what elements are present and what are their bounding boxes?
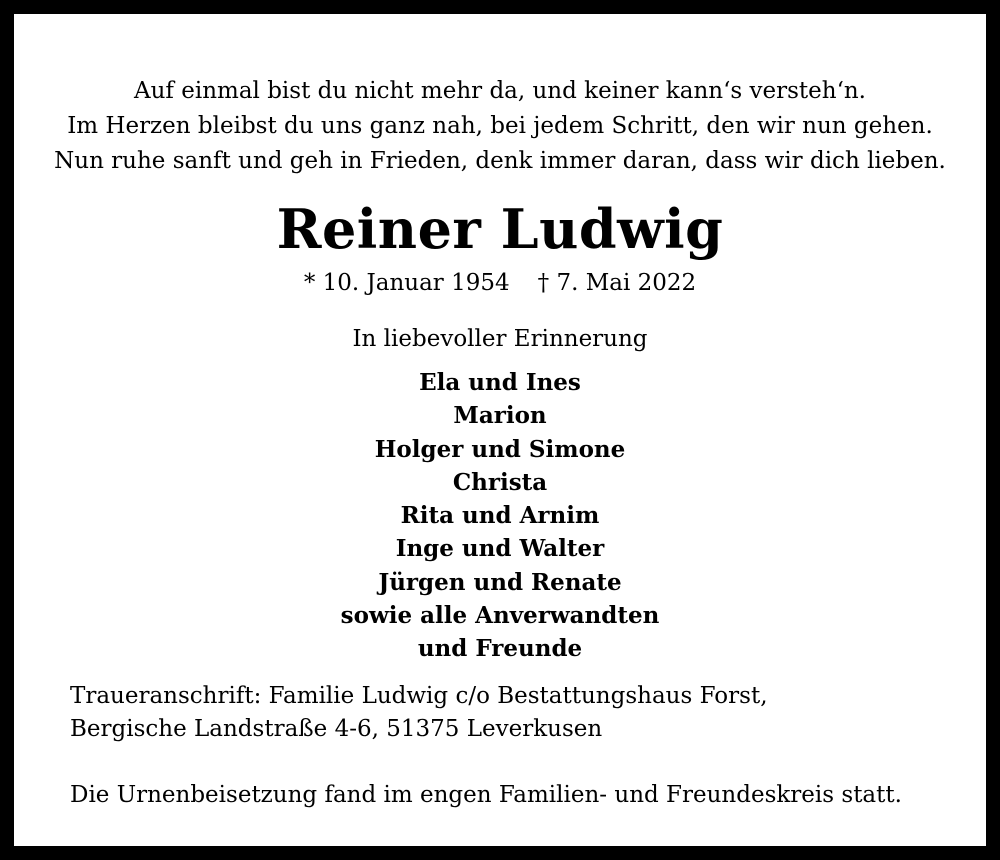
mourner-entry: sowie alle Anverwandten bbox=[340, 602, 660, 630]
mourners-list bbox=[14, 366, 986, 666]
mourner-entry: Inge und Walter bbox=[395, 535, 605, 563]
death-date: † 7. Mai 2022 bbox=[537, 270, 697, 296]
mourner-entry: Ela und Ines bbox=[419, 369, 581, 396]
mourner-entry: Marion bbox=[453, 402, 547, 430]
mourner-entry: Christa bbox=[452, 468, 548, 496]
mourner-entry: Jürgen und Renate bbox=[378, 568, 622, 596]
condolence-address bbox=[70, 680, 970, 746]
birth-date: * 10. Januar 1954 bbox=[303, 270, 510, 296]
poem-line-2: Im Herzen bleibst du uns ganz nah, bei jedem Schritt, den wir nun gehen. bbox=[67, 113, 933, 139]
deceased-name: Reiner Ludwig bbox=[276, 197, 724, 261]
poem-line-1: Auf einmal bist du nicht mehr da, und keiner kann‘s versteh‘n. bbox=[133, 78, 866, 104]
mourner-entry: Rita und Arnim bbox=[400, 502, 600, 530]
burial-note: Die Urnenbeisetzung fand im engen Familien- und Freundeskreis statt. bbox=[70, 782, 902, 808]
memorial-poem bbox=[14, 74, 986, 179]
life-dates bbox=[14, 266, 986, 300]
mourner-entry: und Freunde bbox=[417, 635, 583, 663]
mourner-entry: Holger und Simone bbox=[374, 435, 626, 463]
memory-line: In liebevoller Erinnerung bbox=[352, 326, 648, 352]
address-line-2: Bergische Landstraße 4-6, 51375 Leverkusen bbox=[70, 716, 603, 742]
poem-line-3: Nun ruhe sanft und geh in Frieden, denk immer daran, dass wir dich lieben. bbox=[54, 148, 946, 174]
address-line-1: Traueranschrift: Familie Ludwig c/o Bestattungshaus Forst, bbox=[70, 683, 768, 709]
